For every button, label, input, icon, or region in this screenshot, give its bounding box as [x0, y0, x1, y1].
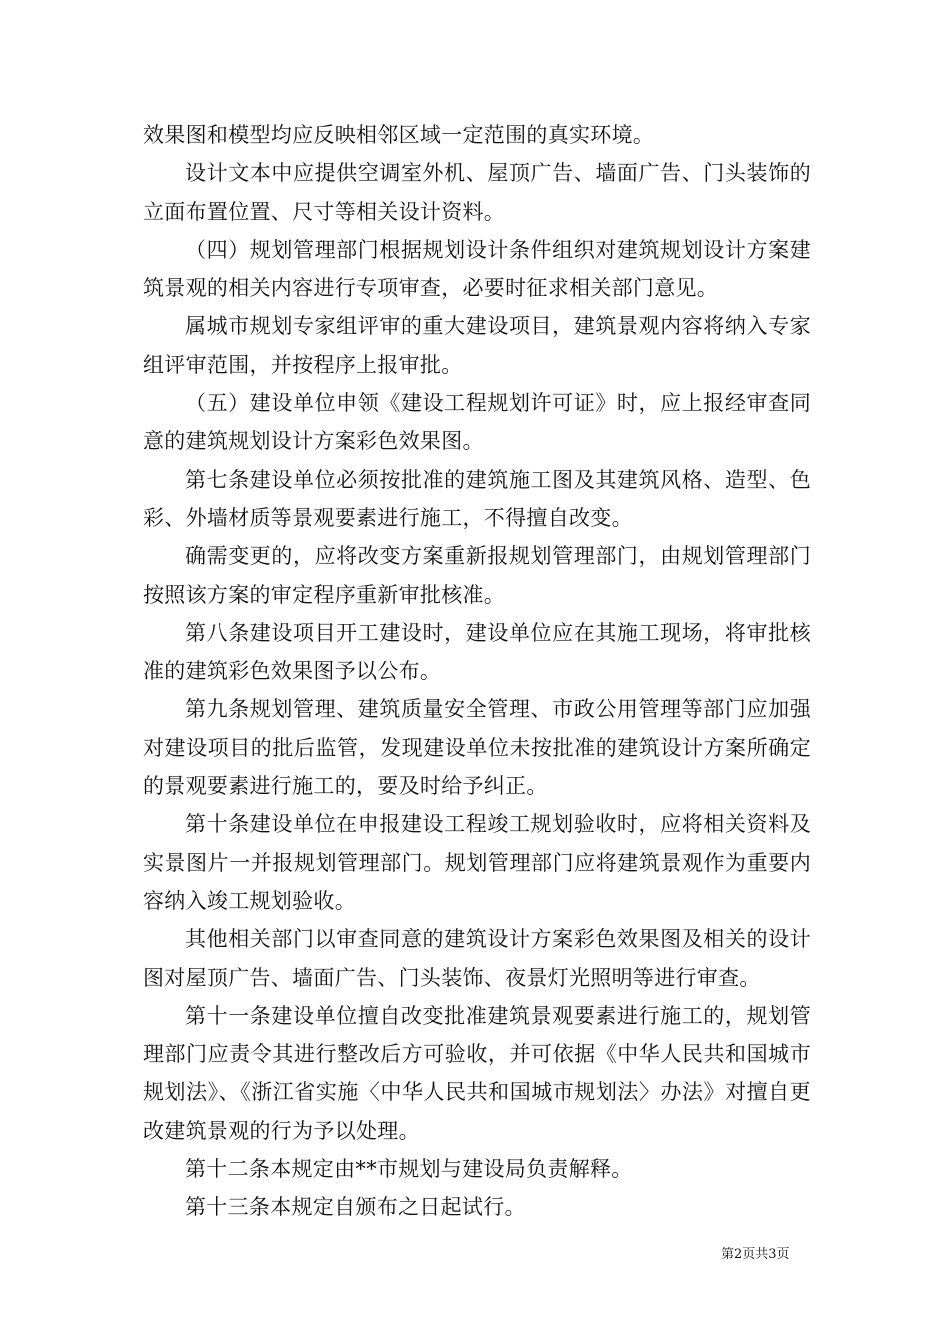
paragraph-13: 第十二条本规定由**市规划与建设局负责解释。 — [185, 1157, 633, 1182]
paragraph-9: 第九条规划管理、建筑质量安全管理、市政公用管理等部门应加强对建设项目的批后监管，发现建设单位未按批准的建筑设计方案所确定的景观要素进行施工的，要及时给予纠正。 — [143, 697, 811, 799]
paragraph-6: 第七条建设单位必须按批准的建筑施工图及其建筑风格、造型、色彩、外墙材质等景观要素进行施工，不得擅自改变。 — [143, 467, 811, 530]
paragraph-12: 第十一条建设单位擅自改变批准建筑景观要素进行施工的，规划管理部门应责令其进行整改后方可验收，并可依据《中华人民共和国城市规划法》、《浙江省实施〈中华人民共和国城市规划法〉办法》对擅自更改建筑景观的行为予以处理。 — [143, 1003, 811, 1143]
document-body — [143, 116, 811, 1227]
page-number-footer: 第2页共3页 — [721, 1247, 790, 1262]
paragraph-10: 第十条建设单位在申报建设工程竣工规划验收时，应将相关资料及实景图片一并报规划管理部门。规划管理部门应将建筑景观作为重要内容纳入竣工规划验收。 — [143, 812, 811, 913]
paragraph-5: （五）建设单位申领《建设工程规划许可证》时，应上报经审查同意的建筑规划设计方案彩色效果图。 — [143, 391, 811, 454]
paragraph-11: 其他相关部门以审查同意的建筑设计方案彩色效果图及相关的设计图对屋顶广告、墙面广告、门头装饰、夜景灯光照明等进行审查。 — [143, 927, 811, 990]
paragraph-2: 设计文本中应提供空调室外机、屋顶广告、墙面广告、门头装饰的立面布置位置、尺寸等相关设计资料。 — [143, 161, 811, 224]
paragraph-8: 第八条建设项目开工建设时，建设单位应在其施工现场，将审批核准的建筑彩色效果图予以公布。 — [143, 620, 811, 684]
paragraph-3: （四）规划管理部门根据规划设计条件组织对建筑规划设计方案建筑景观的相关内容进行专项审查，必要时征求相关部门意见。 — [143, 237, 811, 301]
paragraph-1: 效果图和模型均应反映相邻区域一定范围的真实环境。 — [143, 123, 655, 147]
paragraph-7: 确需变更的，应将改变方案重新报规划管理部门，由规划管理部门按照该方案的审定程序重新审批核准。 — [143, 544, 811, 607]
paragraph-4: 属城市规划专家组评审的重大建设项目，建筑景观内容将纳入专家组评审范围，并按程序上报审批。 — [143, 314, 811, 377]
paragraph-14: 第十三条本规定自颁布之日起试行。 — [185, 1195, 526, 1220]
